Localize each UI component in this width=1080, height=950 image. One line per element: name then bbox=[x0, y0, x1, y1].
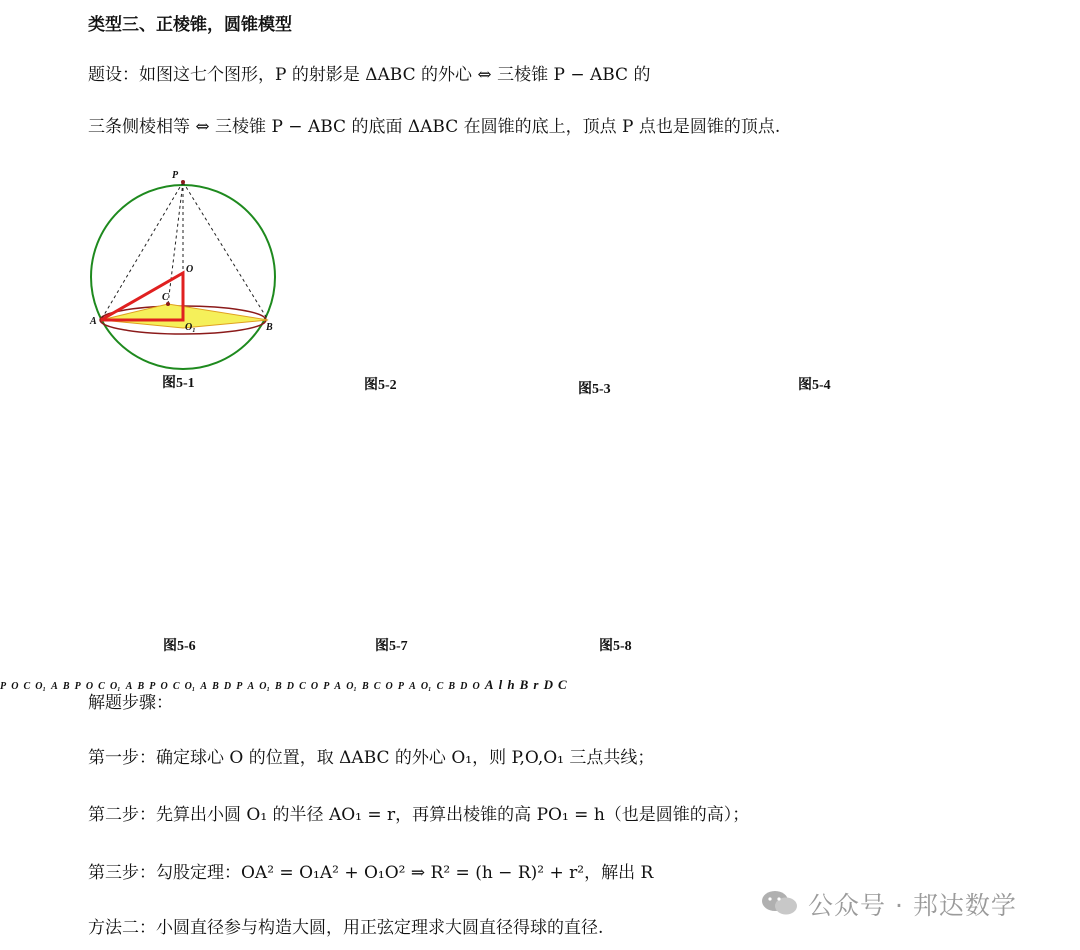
svg-text:P: P bbox=[172, 170, 179, 181]
caption-fig-5-3: 图5-3 bbox=[578, 382, 611, 397]
setup-line-2: 三条侧棱相等 ⇔ 三棱锥 P − ABC 的底面 ΔABC 在圆锥的底上，顶点 P 点也是圆锥的顶点. bbox=[88, 117, 781, 137]
caption-fig-5-8: 图5-8 bbox=[599, 639, 632, 654]
wechat-icon bbox=[760, 888, 800, 918]
figure-5-3: P O C O₁ A B bbox=[74, 681, 145, 692]
caption-fig-5-6: 图5-6 bbox=[163, 639, 196, 654]
svg-text:O₁: O₁ bbox=[185, 322, 196, 333]
figure-5-1 bbox=[89, 170, 275, 369]
caption-fig-5-1: 图5-1 bbox=[162, 376, 195, 391]
figure-5-4: P O C O₁ A B D bbox=[149, 681, 232, 692]
step-1: 第一步：确定球心 O 的位置，取 ΔABC 的外心 O₁，则 P,O,O₁ 三点共线； bbox=[88, 748, 655, 768]
step-2: 第二步：先算出小圆 O₁ 的半径 AO₁ = r，再算出棱锥的高 PO₁ = h（也是圆锥的高）； bbox=[88, 805, 750, 825]
setup-line-1: 题设：如图这七个图形，P 的射影是 ΔABC 的外心 ⇔ 三棱锥 P − ABC 的 bbox=[88, 65, 651, 85]
svg-text:O: O bbox=[186, 264, 194, 275]
svg-text:C: C bbox=[162, 292, 169, 303]
figure-panel bbox=[0, 160, 1080, 692]
section-heading: 类型三、正棱锥，圆锥模型 bbox=[88, 15, 292, 35]
caption-fig-5-2: 图5-2 bbox=[364, 378, 397, 393]
svg-text:A: A bbox=[90, 316, 97, 327]
figures-svg bbox=[0, 160, 1080, 670]
figure-cone: A l h B r D C bbox=[484, 677, 567, 692]
figure-5-7: P A O₁ B C O bbox=[323, 681, 393, 692]
step-3: 第三步：勾股定理：OA² = O₁A² + O₁O² ⇒ R² = (h − R)² + r²，解出 R bbox=[88, 863, 654, 883]
watermark-text: 公众号 · 邦达数学 bbox=[808, 891, 1017, 920]
steps-title: 解题步骤： bbox=[88, 693, 173, 713]
caption-fig-5-4: 图5-4 bbox=[798, 378, 831, 393]
figure-5-6: P A O₁ B D C O bbox=[236, 681, 319, 692]
figure-5-2: P O C O₁ A B bbox=[0, 681, 70, 692]
watermark bbox=[760, 886, 1017, 922]
caption-fig-5-7: 图5-7 bbox=[375, 639, 408, 654]
figure-5-8: P A O₁ C B D O bbox=[397, 681, 480, 692]
svg-text:B: B bbox=[266, 322, 273, 333]
method-2: 方法二：小圆直径参与构造大圆，用正弦定理求大圆直径得球的直径. bbox=[88, 918, 604, 938]
